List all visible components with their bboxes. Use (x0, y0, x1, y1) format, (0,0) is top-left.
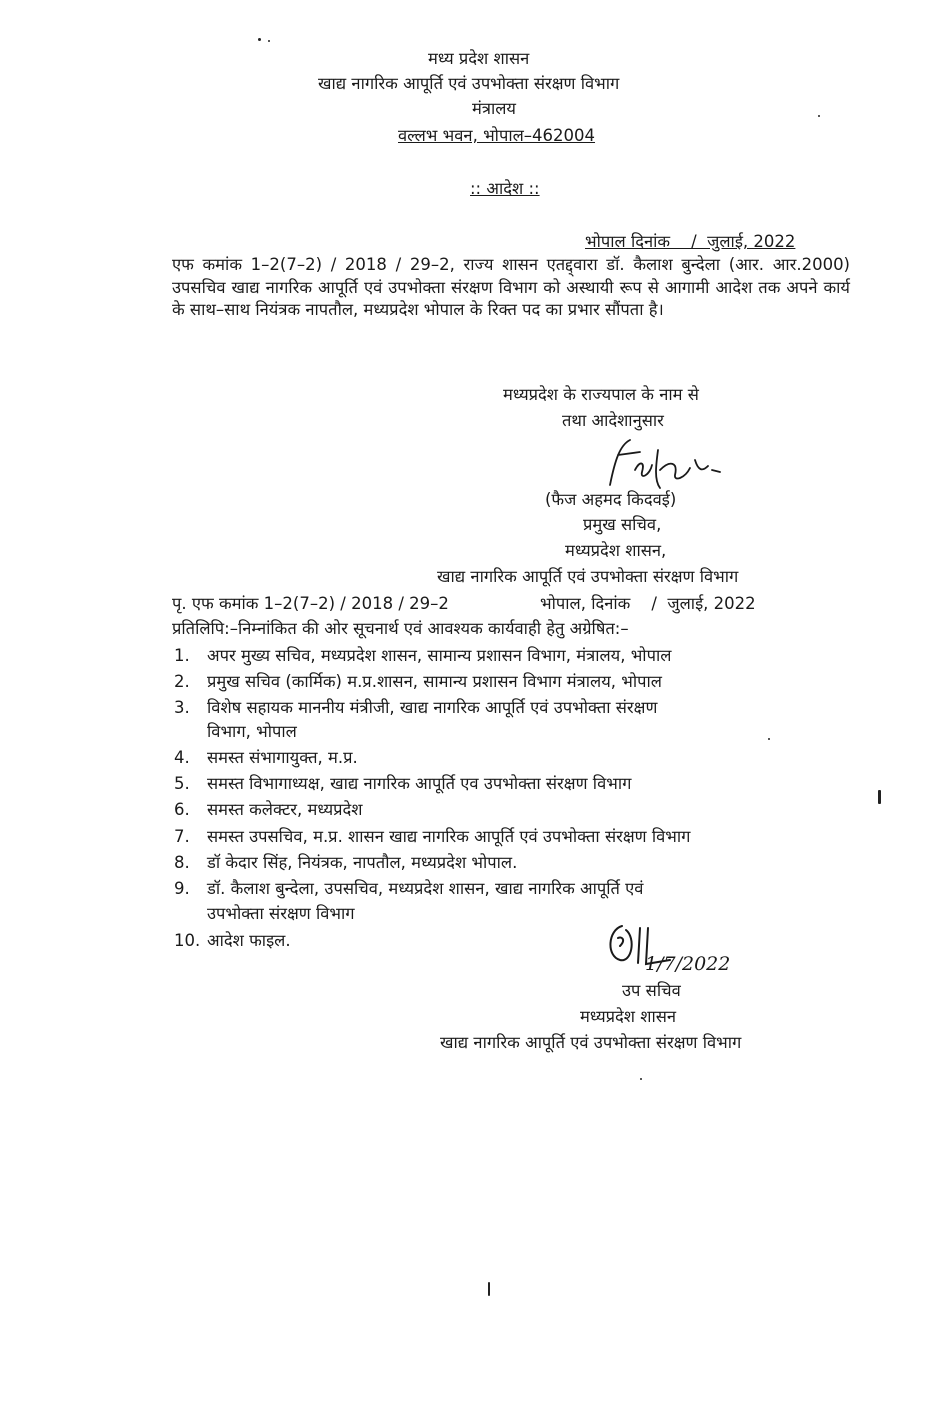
copy-list-num: 7. (174, 827, 190, 846)
copy-list-num: 4. (174, 748, 190, 767)
scan-speck (258, 38, 261, 41)
header-department: खाद्य नागरिक आपूर्ति एवं उपभोक्ता संरक्षण विभाग (318, 74, 620, 93)
authority-signer-name: (फैज अहमद किदवई) (545, 490, 677, 509)
order-date: भोपाल दिनांक / जुलाई, 2022 (585, 232, 796, 251)
copy-ref-date: भोपाल, दिनांक / जुलाई, 2022 (540, 594, 756, 613)
copy-list-num: 3. (174, 698, 190, 717)
deputy-department: खाद्य नागरिक आपूर्ति एवं उपभोक्ता संरक्षण विभाग (440, 1033, 742, 1052)
copy-list-item: समस्त कलेक्टर, मध्यप्रदेश (207, 800, 363, 819)
scan-speck (268, 40, 270, 42)
deputy-government: मध्यप्रदेश शासन (580, 1007, 677, 1026)
copy-list-item-cont: उपभोक्ता संरक्षण विभाग (207, 904, 355, 923)
copy-list-num: 1. (174, 646, 190, 665)
scan-speck (878, 790, 881, 804)
handwritten-date: 1/7/2022 (645, 953, 731, 975)
copy-list-num: 8. (174, 853, 190, 872)
copy-list-item: विशेष सहायक माननीय मंत्रीजी, खाद्य नागरिक आपूर्ति एवं उपभोक्ता संरक्षण (207, 698, 658, 717)
copy-list-num: 9. (174, 879, 190, 898)
authority-line2: तथा आदेशानुसार (562, 411, 664, 430)
scan-speck (488, 1282, 490, 1296)
authority-government: मध्यप्रदेश शासन, (565, 541, 667, 560)
copy-list-item: समस्त विभागाध्यक्ष, खाद्य नागरिक आपूर्ति एव उपभोक्ता संरक्षण विभाग (207, 774, 632, 793)
copy-list-num: 5. (174, 774, 190, 793)
copy-list-item: डॉ. कैलाश बुन्देला, उपसचिव, मध्यप्रदेश शासन, खाद्य नागरिक आपूर्ति एवं (207, 879, 644, 898)
copy-intro: प्रतिलिपि:–निम्नांकित की ओर सूचनार्थ एवं आवश्यक कार्यवाही हेतु अग्रेषित:– (172, 619, 629, 638)
authority-designation: प्रमुख सचिव, (583, 515, 662, 534)
order-title: :: आदेश :: (470, 179, 540, 198)
header-ministry: मंत्रालय (472, 99, 517, 118)
copy-list-num: 6. (174, 800, 190, 819)
copy-list-item: प्रमुख सचिव (कार्मिक) म.प्र.शासन, सामान्य प्रशासन विभाग मंत्रालय, भोपाल (207, 672, 662, 691)
copy-list-item-cont: विभाग, भोपाल (207, 722, 297, 741)
scan-speck (818, 115, 820, 117)
header-government: मध्य प्रदेश शासन (428, 49, 530, 68)
authority-line1: मध्यप्रदेश के राज्यपाल के नाम से (503, 385, 699, 404)
header-address: वल्लभ भवन, भोपाल–462004 (398, 126, 596, 145)
copy-list-item: समस्त उपसचिव, म.प्र. शासन खाद्य नागरिक आपूर्ति एवं उपभोक्ता संरक्षण विभाग (207, 827, 691, 846)
authority-department: खाद्य नागरिक आपूर्ति एवं उपभोक्ता संरक्षण विभाग (437, 567, 739, 586)
scan-speck (640, 1078, 642, 1080)
scan-speck (768, 738, 770, 740)
deputy-designation: उप सचिव (622, 981, 681, 1000)
copy-ref-number: पृ. एफ कमांक 1–2(7–2) / 2018 / 29–2 (172, 594, 449, 613)
copy-list-num: 10. (174, 931, 201, 950)
order-body: एफ कमांक 1–2(7–2) / 2018 / 29–2, राज्य शासन एतद्द्वारा डॉ. कैलाश बुन्देला (आर. आर.2000) उपसचिव खाद्य नागरिक आपूर्ति एवं उपभोक्ता संरक्षण विभाग को अस्थायी रूप से आगामी आदेश तक अपने कार्य के साथ–साथ नियंत्रक नापतौल, मध्यप्रदेश भोपाल के रिक्त पद का प्रभार सौंपता है। (172, 255, 850, 320)
copy-list-num: 2. (174, 672, 190, 691)
copy-list-item: आदेश फाइल. (207, 931, 291, 950)
copy-list-item: अपर मुख्य सचिव, मध्यप्रदेश शासन, सामान्य प्रशासन विभाग, मंत्रालय, भोपाल (207, 646, 672, 665)
copy-list-item: समस्त संभागायुक्त, म.प्र. (207, 748, 358, 767)
copy-list-item: डॉ केदार सिंह, नियंत्रक, नापतौल, मध्यप्रदेश भोपाल. (207, 853, 518, 872)
